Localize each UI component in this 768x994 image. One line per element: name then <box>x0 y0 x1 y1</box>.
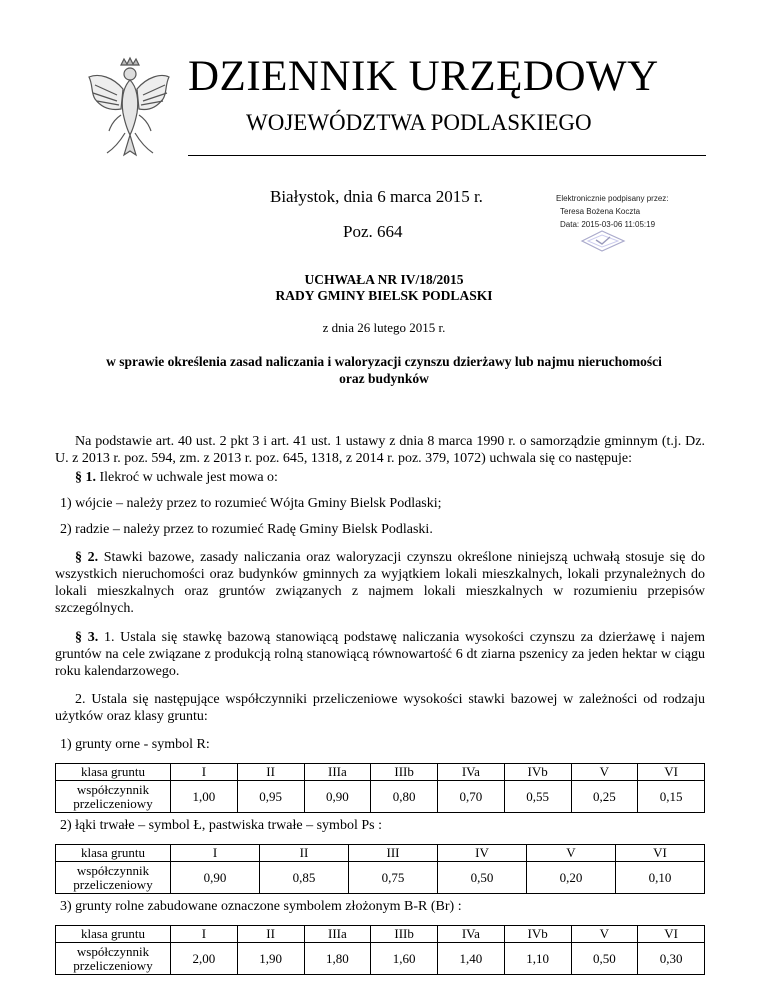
table-cell: V <box>527 845 616 862</box>
table-arable <box>55 763 705 813</box>
table-cell: 0,70 <box>438 781 505 813</box>
table-cell: II <box>260 845 349 862</box>
table-cell: 0,10 <box>616 862 705 894</box>
table-cell: 1,10 <box>504 943 571 975</box>
table-cell: 0,50 <box>571 943 638 975</box>
label-line: współczynnik <box>76 943 150 959</box>
table-cell: 0,15 <box>638 781 705 813</box>
list-item-arable: 1) grunty orne - symbol R: <box>60 737 210 752</box>
list-item-built-up: 3) grunty rolne zabudowane oznaczone symbolem złożonym B-R (Br) : <box>60 899 462 914</box>
table-cell: klasa gruntu <box>56 926 171 943</box>
label-line: przeliczeniowy <box>73 876 153 892</box>
table-row <box>56 845 705 862</box>
table-cell: IV <box>438 845 527 862</box>
table-cell: 1,60 <box>371 943 438 975</box>
section-2-label: § 2. <box>75 550 99 565</box>
resolution-body: RADY GMINY BIELSK PODLASKI <box>275 288 493 303</box>
subject-line-2: oraz budynków <box>339 371 429 386</box>
table-cell: II <box>237 764 304 781</box>
resolution-number: UCHWAŁA NR IV/18/2015 <box>304 272 464 287</box>
section-3-p2-text: 2. Ustala się następujące współczynniki przeliczeniowe wysokości stawki bazowej w zależności od rodzaju użytków oraz klasy gruntu: <box>55 692 705 724</box>
section-1-label: § 1. <box>75 470 96 485</box>
table-row <box>56 781 705 813</box>
preamble-text: Na podstawie art. 40 ust. 2 pkt 3 i art. 41 ust. 1 ustawy z dnia 8 marca 1990 r. o samorządzie gminnym (t.j. Dz. U. z 2013 r. poz. 594, zm. z 2013 r. poz. 645, 1318, z 2014 r. poz. 379, 1072) uchwala się co następuje: <box>55 434 705 466</box>
table-cell: 0,50 <box>438 862 527 894</box>
table-cell: V <box>571 926 638 943</box>
preamble <box>55 433 705 467</box>
table-cell: IVa <box>438 926 505 943</box>
section-2 <box>55 549 705 617</box>
table-cell: VI <box>638 926 705 943</box>
table-cell: 0,90 <box>304 781 371 813</box>
resolution-date: z dnia 26 lutego 2015 r. <box>322 320 446 335</box>
table-row <box>56 926 705 943</box>
signature-line-1: Elektronicznie podpisany przez: <box>556 194 669 203</box>
section-1 <box>75 470 278 486</box>
table-cell: IIIb <box>371 926 438 943</box>
eagle-emblem-icon <box>85 55 170 160</box>
table-cell: 0,25 <box>571 781 638 813</box>
table-cell: 1,00 <box>171 781 238 813</box>
signature-block <box>556 192 669 231</box>
section-1-item-1: 1) wójcie – należy przez to rozumieć Wójta Gminy Bielsk Podlaski; <box>60 496 442 511</box>
section-1-item-2: 2) radzie – należy przez to rozumieć Radę Gminy Bielsk Podlaski. <box>60 522 433 537</box>
table-cell: IVb <box>504 764 571 781</box>
table-cell: 0,55 <box>504 781 571 813</box>
table-cell: IVb <box>504 926 571 943</box>
subject-line-1: w sprawie określenia zasad naliczania i waloryzacji czynszu dzierżawy lub najmu nieruchomości <box>106 354 662 369</box>
section-3-label: § 3. <box>75 630 99 645</box>
journal-subtitle: WOJEWÓDZTWA PODLASKIEGO <box>246 110 592 135</box>
table-cell: 1,80 <box>304 943 371 975</box>
table-cell: IIIa <box>304 764 371 781</box>
table-cell: 2,00 <box>171 943 238 975</box>
table-cell: I <box>171 764 238 781</box>
table-cell: 0,90 <box>171 862 260 894</box>
position-number: Poz. 664 <box>343 222 403 241</box>
label-line: współczynnik <box>76 862 150 878</box>
table-row <box>56 862 705 894</box>
table-cell: 0,80 <box>371 781 438 813</box>
table-cell: 0,20 <box>527 862 616 894</box>
label-line: przeliczeniowy <box>73 795 153 811</box>
section-1-text: Ilekroć w uchwale jest mowa o: <box>96 470 278 485</box>
table-cell <box>56 862 171 894</box>
table-cell <box>56 781 171 813</box>
table-cell: V <box>571 764 638 781</box>
journal-title: DZIENNIK URZĘDOWY <box>188 53 659 100</box>
resolution-subject <box>82 353 686 387</box>
section-3-text: 1. Ustala się stawkę bazową stanowiącą podstawę naliczania wysokości czynszu za dzierżawę i najem gruntów na cele związane z produkcją rolną stanowiącą równowartość 6 dt ziarna pszenicy za jeden hektar w ciągu roku kalendarzowego. <box>55 630 705 679</box>
table-cell: 0,85 <box>260 862 349 894</box>
table-cell: III <box>349 845 438 862</box>
resolution-header <box>0 272 768 304</box>
table-cell: klasa gruntu <box>56 764 171 781</box>
header-divider <box>188 155 706 156</box>
list-item-meadows: 2) łąki trwałe – symbol Ł, pastwiska trwałe – symbol Ps : <box>60 818 382 833</box>
table-cell: I <box>171 926 238 943</box>
signature-line-2: Teresa Bożena Koczta <box>560 207 641 216</box>
table-cell: VI <box>638 764 705 781</box>
label-line: przeliczeniowy <box>73 957 153 973</box>
table-cell: VI <box>616 845 705 862</box>
table-built-up <box>55 925 705 975</box>
section-3 <box>55 629 705 680</box>
table-row <box>56 943 705 975</box>
table-cell: IIIa <box>304 926 371 943</box>
table-cell: II <box>237 926 304 943</box>
signature-check-icon <box>578 229 628 253</box>
table-cell: I <box>171 845 260 862</box>
table-cell: 0,75 <box>349 862 438 894</box>
signature-line-3: Data: 2015-03-06 11:05:19 <box>560 220 656 229</box>
section-2-text: Stawki bazowe, zasady naliczania oraz waloryzacji czynszu określone niniejszą uchwałą stosuje się do wszystkich nieruchomości oraz budynków gminnych za wyjątkiem lokali mieszkalnych, lokali przynależnych do lokali mieszkalnych oraz gruntów związanych z najmem lokali mieszkalnych w rozumieniu przepisów szczególnych. <box>55 550 706 616</box>
table-cell: 1,40 <box>438 943 505 975</box>
table-cell <box>56 943 171 975</box>
label-line: współczynnik <box>76 781 150 797</box>
table-cell: IIIb <box>371 764 438 781</box>
table-cell: 0,30 <box>638 943 705 975</box>
table-cell: IVa <box>438 764 505 781</box>
table-cell: 1,90 <box>237 943 304 975</box>
place-date: Białystok, dnia 6 marca 2015 r. <box>270 187 483 206</box>
table-row <box>56 764 705 781</box>
table-cell: 0,95 <box>237 781 304 813</box>
section-3-paragraph-2 <box>55 691 705 725</box>
table-meadows <box>55 844 705 894</box>
table-cell: klasa gruntu <box>56 845 171 862</box>
